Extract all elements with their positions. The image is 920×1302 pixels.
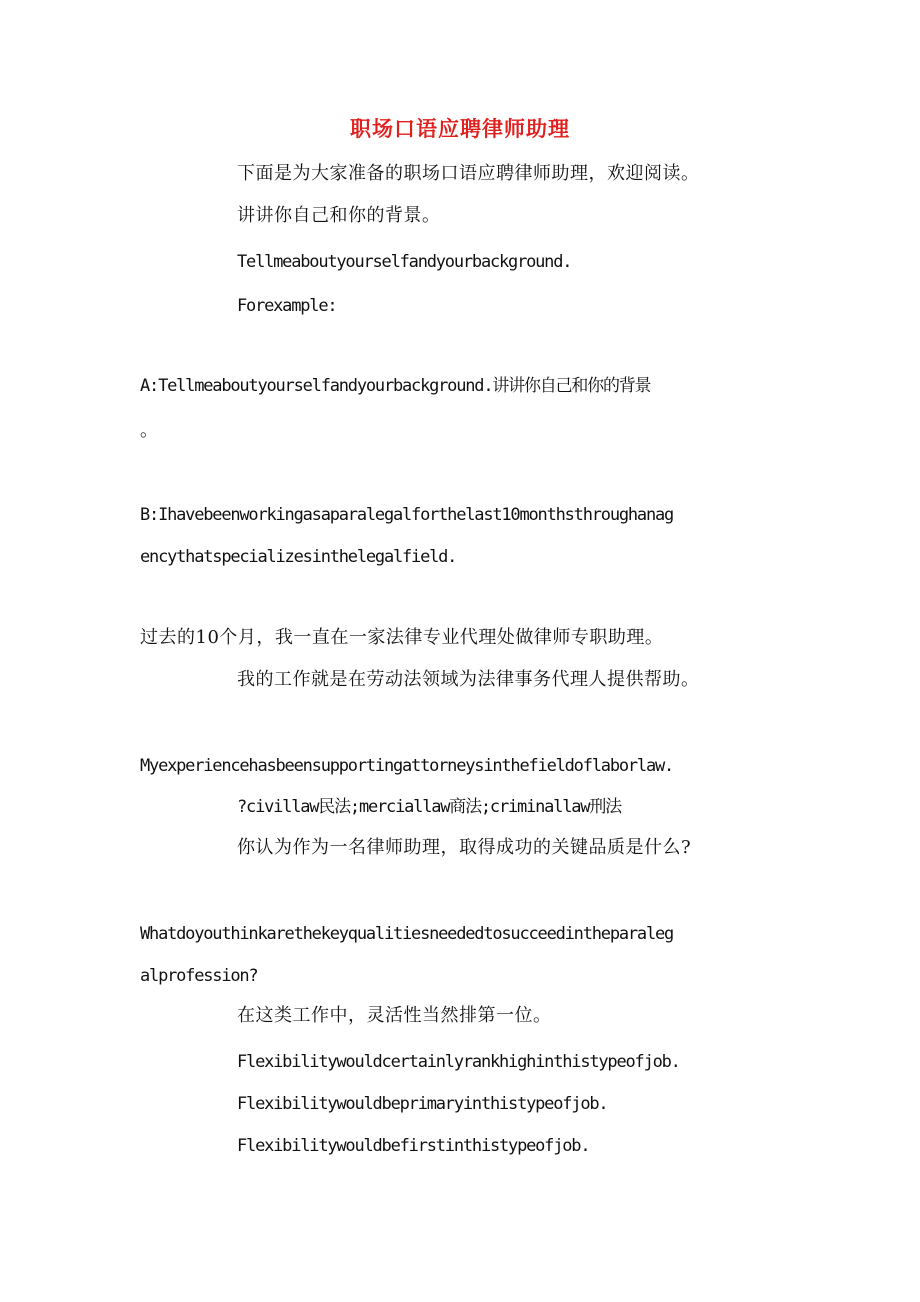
dialogue-b-line: B:Ihavebeenworkingasaparalegalforthelast10monthsthroughanag	[140, 505, 674, 525]
answer-en-2: Flexibilitywouldbeprimaryinthistypeofjob.	[237, 1094, 608, 1114]
question-en-2-continuation: alprofession?	[140, 966, 258, 986]
answer-cn: 在这类工作中，灵活性当然排第一位。	[237, 1005, 552, 1026]
experience-en: Myexperiencehasbeensupportingattorneysinthefieldoflaborlaw.	[140, 756, 674, 776]
question-en-2: Whatdoyouthinkarethekeyqualitiesneededtosucceedintheparaleg	[140, 924, 674, 944]
answer-en-1: Flexibilitywouldcertainlyrankhighinthistypeofjob.	[237, 1052, 680, 1072]
dialogue-a-line: A:Tellmeaboutyourselfandyourbackground.讲讲你自己和你的背景	[140, 376, 651, 396]
example-label: Forexample:	[237, 296, 337, 316]
question-cn-1: 讲讲你自己和你的背景。	[237, 205, 441, 226]
document-title: 职场口语应聘律师助理	[350, 116, 570, 141]
question-cn-2: 你认为作为一名律师助理，取得成功的关键品质是什么?	[237, 837, 692, 858]
dialogue-b-continuation: encythatspecializesinthelegalfield.	[140, 547, 457, 567]
law-terms-line: ?civillaw民法;merciallaw商法;criminallaw刑法	[237, 797, 621, 817]
question-en-1: Tellmeaboutyourselfandyourbackground.	[237, 252, 572, 272]
translation-cn-2: 我的工作就是在劳动法领域为法律事务代理人提供帮助。	[237, 669, 700, 690]
dialogue-a-continuation: 。	[140, 420, 159, 441]
intro-line: 下面是为大家准备的职场口语应聘律师助理，欢迎阅读。	[237, 163, 700, 184]
answer-en-3: Flexibilitywouldbefirstinthistypeofjob.	[237, 1136, 590, 1156]
translation-cn-1: 过去的10个月，我一直在一家法律专业代理处做律师专职助理。	[140, 627, 664, 648]
